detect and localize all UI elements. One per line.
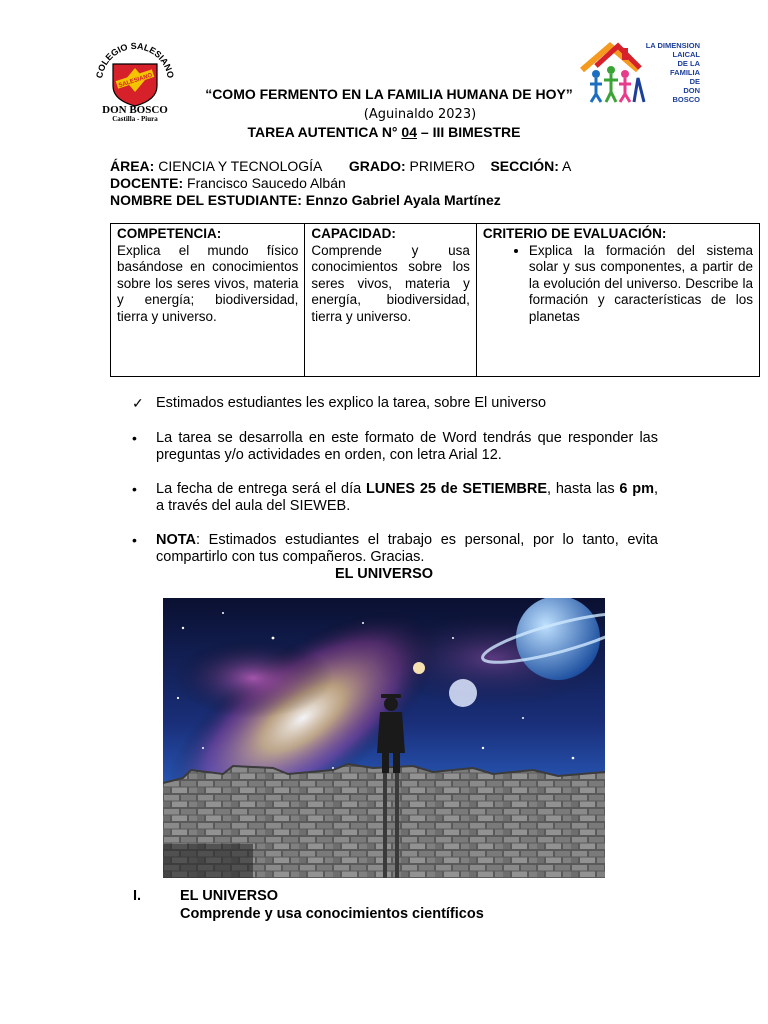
logo-line-3: DE LA [677,59,700,68]
bullet-icon: • [132,481,137,497]
estudiante-value: Ennzo Gabriel Ayala Martínez [305,192,501,208]
universe-title-text: EL UNIVERSO [334,566,434,582]
capacidad-cell [304,224,475,376]
instruction-date: LUNES 25 de SETIEMBRE [365,481,548,497]
task-prefix: TAREA AUTENTICA N° [247,124,398,140]
competencia-cell [111,224,304,376]
criterio-header: CRITERIO DE EVALUACIÓN: [482,226,667,241]
info-area-line [110,158,571,175]
nota-label: NOTA [156,532,197,548]
motto-text: “COMO FERMENTO EN LA FAMILIA HUMANA DE HOY” [205,86,573,102]
section-subtitle: Comprende y usa conocimientos científicos [180,906,484,922]
logo-banner-text: SALESIANO [118,72,154,90]
criterio-list [483,243,753,326]
instruction-item [132,395,658,412]
logo-line-5: DE [689,77,700,86]
competencia-header: COMPETENCIA: [117,226,222,241]
section-number: I. [133,888,142,904]
logo-line-2: LAICAL [672,50,700,59]
logo-line-1: LA DIMENSION [645,41,700,50]
instruction-text: Estimados estudiantes les explico la tarea, sobre El universo [156,395,547,411]
logo-line-6: DON [683,86,700,95]
grado-label: GRADO: [348,158,406,174]
logo-line-4: FAMILIA [670,68,700,77]
section-title: EL UNIVERSO [180,888,279,904]
seccion-value: A [562,158,572,174]
criterio-item: • Explica la formación del sistema solar y sus componentes, a partir de la evolución del universo. Describe la formación y características de los planetas [529,243,753,326]
instruction-text: La tarea se desarrolla en este formato de Word tendrás que responder las preguntas y/o actividades en orden, con letra Arial 12. [156,430,658,463]
check-icon: ✓ [132,395,144,411]
instruction-text-c: , hasta las [547,481,620,497]
info-estudiante-line [110,192,501,209]
seccion-label: SECCIÓN: [490,158,559,174]
instruction-item [132,430,658,464]
capacidad-text: Comprende y usa conocimientos sobre los seres vivos, materia y energía, biodiversidad, tierra y universo. [311,242,470,324]
competencia-text: Explica el mundo físico basándose en conocimientos sobre los seres vivos, materia y energía; biodiversidad, tierra y universo. [117,242,299,324]
criterio-cell [476,224,759,376]
universe-title [0,566,768,582]
grado-value: PRIMERO [409,158,475,174]
task-title [0,124,768,140]
estudiante-label: NOMBRE DEL ESTUDIANTE: [110,192,302,208]
instruction-text-a: La fecha de entrega será el día [156,481,366,497]
universe-image [163,598,605,878]
bullet-icon: • [132,430,137,446]
docente-label: DOCENTE: [110,175,184,191]
info-docente-line [110,175,346,192]
task-suffix: – III BIMESTRE [420,124,521,140]
evaluation-table [110,223,760,377]
aguinaldo-line [0,106,768,122]
document-motto [0,86,768,102]
docente-value: Francisco Saucedo Albán [187,175,346,191]
logo-don-bosco: DON BOSCO [102,104,168,116]
aguinaldo-text: (Aguinaldo 2023) [363,107,477,122]
logo-arc-text: COLEGIO SALESIANO [94,42,176,79]
area-label: ÁREA: [110,158,155,174]
nota-text: : Estimados estudiantes el trabajo es personal, por lo tanto, evita compartirlo con tus compañeros. Gracias. [156,532,658,565]
capacidad-header: CAPACIDAD: [311,226,396,241]
instruction-text-e: , a través del aula del SIEWEB. [156,481,658,514]
logo-line-7: BOSCO [672,95,700,104]
instruction-item [132,532,658,566]
bullet-icon: • [132,532,137,548]
instruction-item [132,481,658,515]
area-value: CIENCIA Y TECNOLOGÍA [158,158,322,174]
logo-place: Castilla - Piura [112,115,158,122]
instruction-time: 6 pm [619,481,654,497]
task-number: 04 [401,124,417,140]
